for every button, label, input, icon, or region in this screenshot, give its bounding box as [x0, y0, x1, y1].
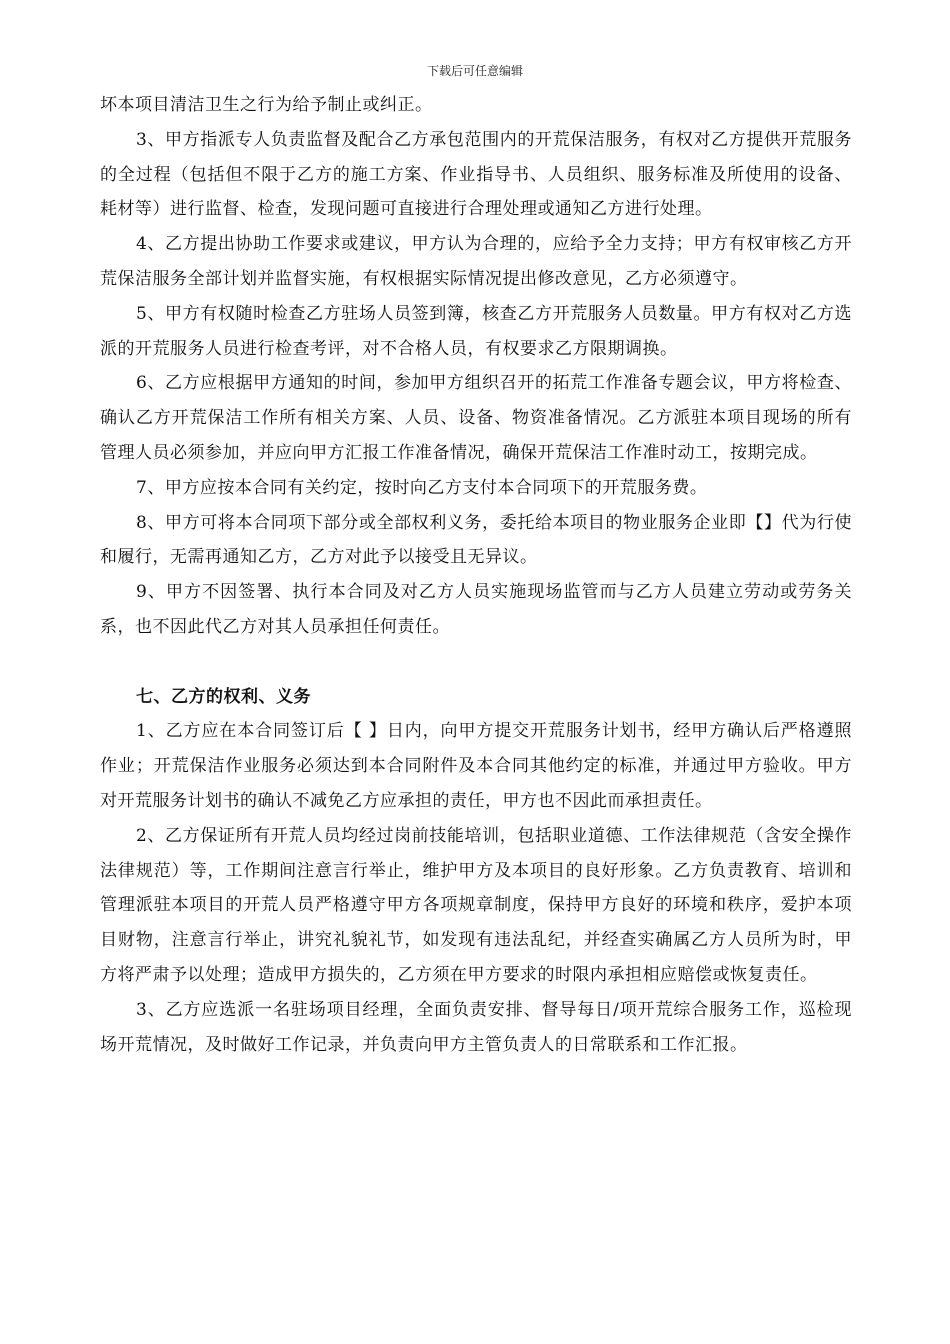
section-spacer — [100, 645, 852, 680]
clause-7: 7、甲方应按本合同有关约定，按时向乙方支付本合同项下的开荒服务费。 — [136, 477, 708, 498]
section-heading: 七、乙方的权利、义务 — [136, 686, 311, 707]
party-b-clause-3: 3、乙方应选派一名驻场项目经理，全面负责安排、督导每日/项开荒综合服务工作，巡检现场开荒情况，及时做好工作记录，并负责向甲方主管负责人的日常联系和工作汇报。 — [100, 999, 852, 1055]
clause-4: 4、乙方提出协助工作要求或建议，甲方认为合理的，应给予全力支持；甲方有权审核乙方开荒保洁服务全部计划并监督实施，有权根据实际情况提出修改意见，乙方必须遵守。 — [100, 234, 852, 289]
clause-6: 6、乙方应根据甲方通知的时间，参加甲方组织召开的拓荒工作准备专题会议，甲方将检查、确认乙方开荒保洁工作所有相关方案、人员、设备、物资准备情况。乙方派驻本项目现场的所有管理人员必须参加，并应向甲方汇报工作准备情况，确保开荒保洁工作准时动工，按期完成。 — [100, 373, 852, 463]
page-header: 下载后可任意编辑 — [426, 64, 523, 78]
clause-9: 9、甲方不因签署、执行本合同及对乙方人员实施现场监管而与乙方人员建立劳动或劳务关系，也不因此代乙方对其人员承担任何责任。 — [100, 582, 852, 637]
document-body — [100, 88, 852, 1062]
paragraph-continuation: 坏本项目清洁卫生之行为给予制止或纠正。 — [100, 95, 433, 115]
party-b-clause-2: 2、乙方保证所有开荒人员均经过岗前技能培训，包括职业道德、工作法律规范（含安全操作法律规范）等，工作期间注意言行举止，维护甲方及本项目的良好形象。乙方负责教育、培训和管理派驻本项目的开荒人员严格遵守甲方各项规章制度，保持甲方良好的环境和秩序，爱护本项目财物，注意言行举止，讲究礼貌礼节，如发现有违法乱纪，并经查实确属乙方人员所为时，甲方将严肃予以处理；造成甲方损失的，乙方须在甲方要求的时限内承担相应赔偿或恢复责任。 — [100, 825, 852, 985]
clause-8: 8、甲方可将本合同项下部分或全部权利义务，委托给本项目的物业服务企业即【】代为行使和履行，无需再通知乙方，乙方对此予以接受且无异议。 — [100, 512, 852, 568]
clause-5: 5、甲方有权随时检查乙方驻场人员签到簿，核查乙方开荒服务人员数量。甲方有权对乙方选派的开荒服务人员进行检查考评，对不合格人员，有权要求乙方限期调换。 — [100, 303, 852, 359]
party-b-clause-1: 1、乙方应在本合同签订后【 】日内，向甲方提交开荒服务计划书，经甲方确认后严格遵照作业；开荒保洁作业服务必须达到本合同附件及本合同其他约定的标准，并通过甲方验收。甲方对开荒服务计划书的确认不减免乙方应承担的责任，甲方也不因此而承担责任。 — [100, 721, 852, 811]
clause-3: 3、甲方指派专人负责监督及配合乙方承包范围内的开荒保洁服务，有权对乙方提供开荒服务的全过程（包括但不限于乙方的施工方案、作业指导书、人员组织、服务标准及所使用的设备、耗材等）进行监督、检查，发现问题可直接进行合理处理或通知乙方进行处理。 — [100, 129, 852, 220]
